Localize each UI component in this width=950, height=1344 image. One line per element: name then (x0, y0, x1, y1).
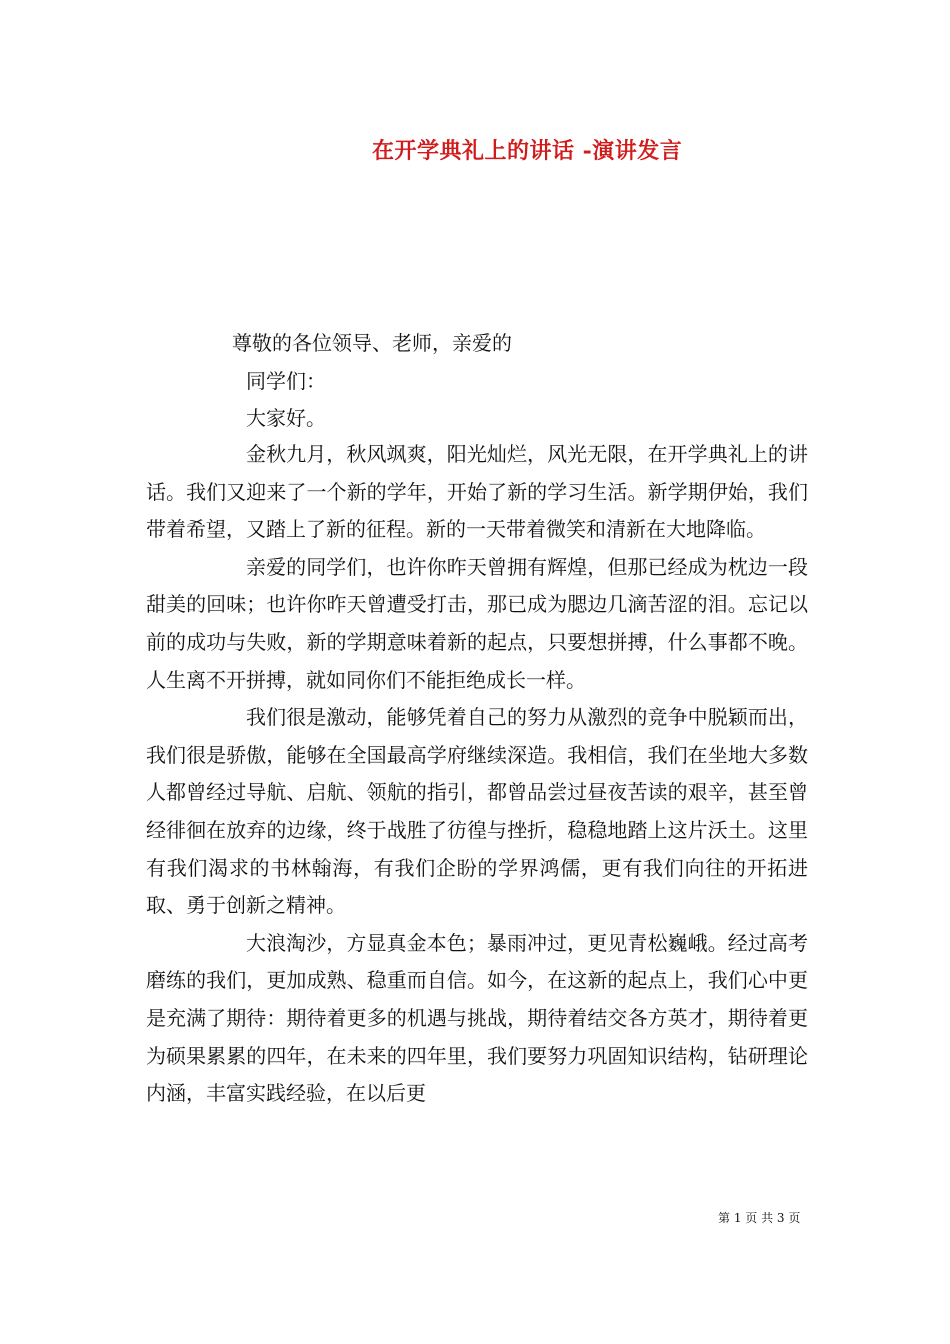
paragraph: 金秋九月，秋风飒爽，阳光灿烂，风光无限，在开学典礼上的讲话。我们又迎来了一个新的学年，开始了新的学习生活。新学期伊始，我们带着希望，又踏上了新的征程。新的一天带着微笑和清新在大地降临。 (146, 442, 808, 542)
document-body (146, 436, 808, 1113)
salutation-line-2: 同学们： (246, 369, 326, 393)
paragraph: 大浪淘沙，方显真金本色；暴雨冲过，更见青松巍峨。经过高考磨练的我们，更加成熟、稳重而自信。如今，在这新的起点上，我们心中更是充满了期待：期待着更多的机遇与挑战，期待着结交各方英才，期待着更为硕果累累的四年，在未来的四年里，我们要努力巩固知识结构，钻研理论内涵，丰富实践经验，在以后更 (146, 930, 808, 1106)
page-number-footer: 第 1 页 共 3 页 (718, 1211, 801, 1225)
document-title: 在开学典礼上的讲话 -演讲发言 (372, 138, 683, 164)
salutation-line: 尊敬的各位领导、老师，亲爱的 (232, 331, 512, 355)
paragraph: 我们很是激动，能够凭着自己的努力从激烈的竞争中脱颖而出，我们很是骄傲，能够在全国最高学府继续深造。我相信，我们在坐地大多数人都曾经过导航、启航、领航的指引，都曾品尝过昼夜苦读的艰辛，甚至曾经徘徊在放弃的边缘，终于战胜了彷徨与挫折，稳稳地踏上这片沃土。这里有我们渴求的书林翰海，有我们企盼的学界鸿儒，更有我们向往的开拓进取、勇于创新之精神。 (146, 705, 808, 918)
greeting-line: 大家好。 (246, 406, 326, 430)
paragraph: 亲爱的同学们，也许你昨天曾拥有辉煌，但那已经成为枕边一段甜美的回味；也许你昨天曾遭受打击，那已成为腮边几滴苦涩的泪。忘记以前的成功与失败，新的学期意味着新的起点，只要想拼搏，什么事都不晚。人生离不开拼搏，就如同你们不能拒绝成长一样。 (146, 554, 808, 692)
